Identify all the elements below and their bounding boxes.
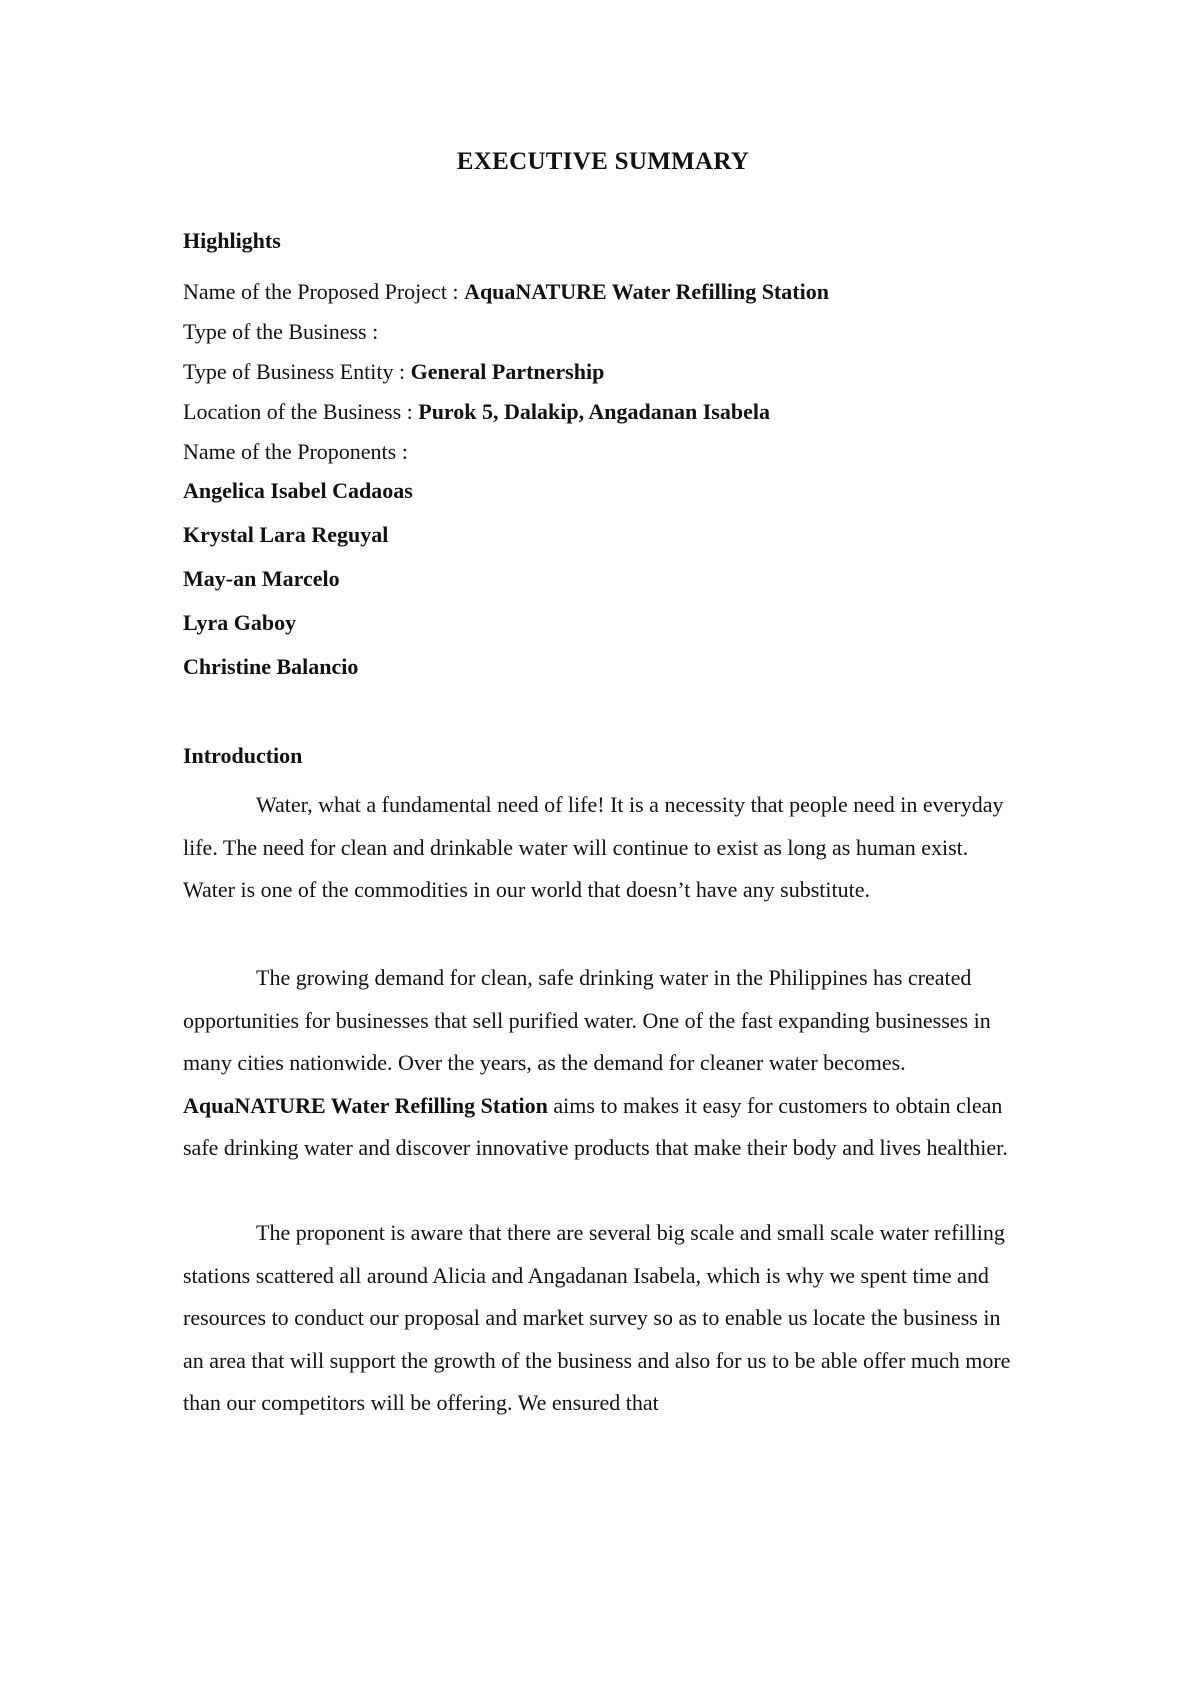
business-entity-value: General Partnership xyxy=(410,359,605,384)
project-name-value: AquaNATURE Water Refilling Station xyxy=(464,279,829,304)
page-title: EXECUTIVE SUMMARY xyxy=(456,148,750,175)
business-entity-label: Type of Business Entity : xyxy=(183,359,406,384)
proponent-name: May-an Marcelo xyxy=(183,566,340,591)
paragraph-text: aims to makes it easy for customers to obtain clean safe drinking water and discover innovative products that make their body and lives healthier. xyxy=(183,1092,1008,1160)
business-location-label: Location of the Business : xyxy=(183,399,413,424)
business-location-value: Purok 5, Dalakip, Angadanan Isabela xyxy=(418,399,770,424)
project-name-label: Name of the Proposed Project : xyxy=(183,279,459,304)
paragraph-text: The growing demand for clean, safe drinking water in the Philippines has created opportunities for businesses that sell purified water. One of the fast expanding businesses in many cities nationwide. Over the years, as the demand for cleaner water becomes. xyxy=(183,965,991,1075)
proponent-name: Krystal Lara Reguyal xyxy=(183,522,389,547)
project-name-line xyxy=(183,278,829,306)
business-location-line xyxy=(183,398,770,426)
introduction-heading: Introduction xyxy=(183,743,303,768)
proponent-name: Angelica Isabel Cadaoas xyxy=(183,478,413,503)
proponents-label: Name of the Proponents : xyxy=(183,439,408,464)
proponent-name: Lyra Gaboy xyxy=(183,610,297,635)
business-type-label: Type of the Business : xyxy=(183,319,379,344)
introduction-paragraph-2 xyxy=(183,957,1023,1170)
highlights-heading: Highlights xyxy=(183,228,281,253)
business-name-inline: AquaNATURE Water Refilling Station xyxy=(183,1092,548,1118)
proponent-name: Christine Balancio xyxy=(183,654,359,679)
introduction-paragraph-1 xyxy=(183,784,1023,912)
introduction-paragraph-3 xyxy=(183,1212,1023,1425)
business-type-line xyxy=(183,318,378,346)
paragraph-text: Water, what a fundamental need of life! It is a necessity that people need in everyday life. The need for clean and drinkable water will continue to exist as long as human exist. Water is one of the commodities in our world that doesn’t have any substitute. xyxy=(183,792,1004,902)
paragraph-text: The proponent is aware that there are several big scale and small scale water refilling stations scattered all around Alicia and Angadanan Isabela, which is why we spent time and resources to conduct our proposal and market survey so as to enable us locate the business in an area that will support the growth of the business and also for us to be able offer much more than our competitors will be offering. We ensured that xyxy=(183,1220,1011,1415)
business-entity-line xyxy=(183,358,604,386)
proponents-line xyxy=(183,438,408,466)
